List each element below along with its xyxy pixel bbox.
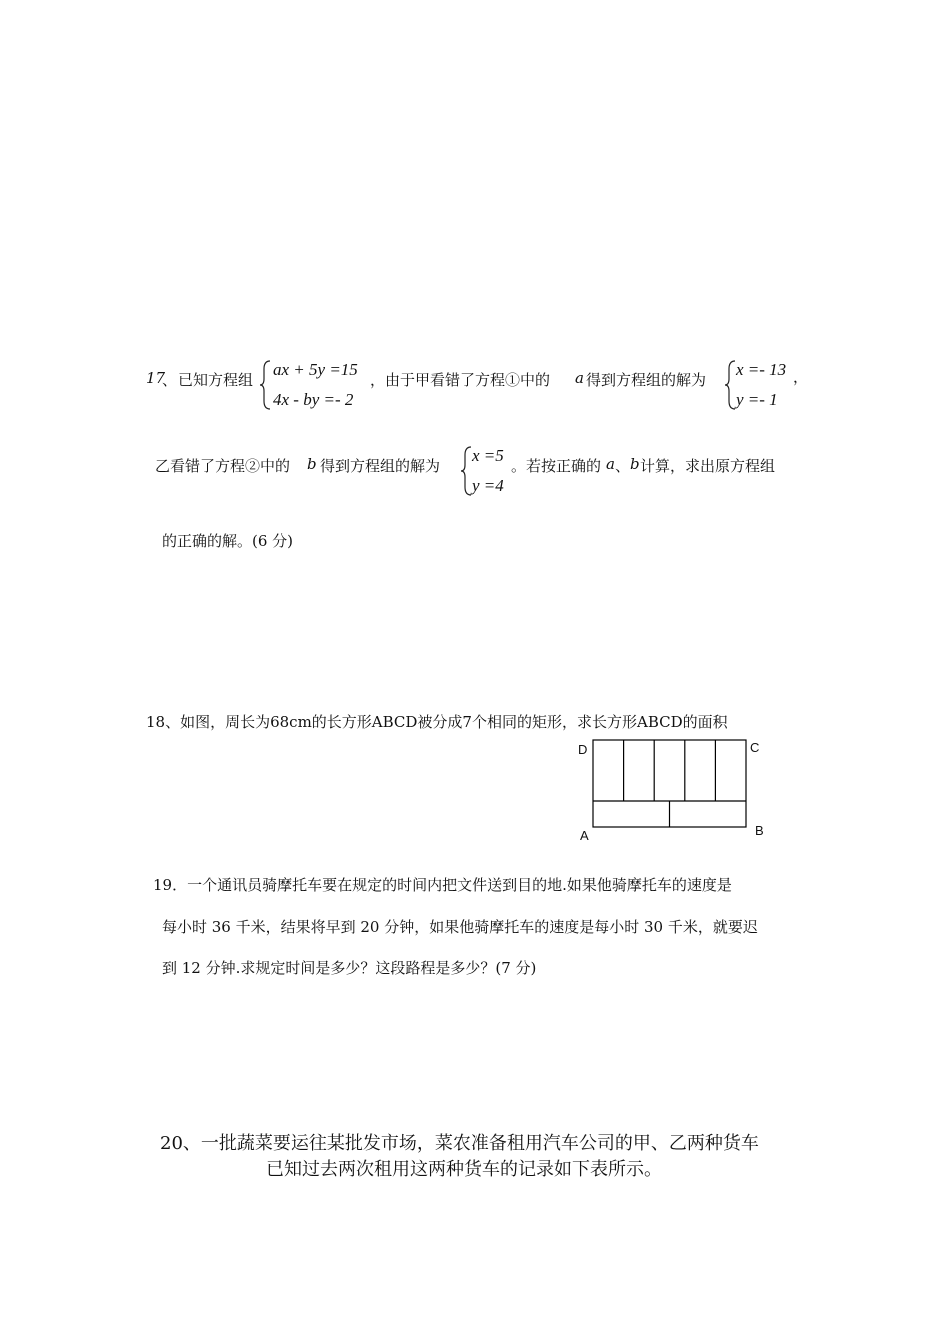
vertex-label-a: A <box>580 828 589 843</box>
vertex-label-c: C <box>750 740 760 755</box>
q17-solution2-y: y =4 <box>472 476 504 495</box>
q18-text: 18、如图，周长为68cm的长方形ABCD被分成7个相同的矩形，求长方形ABCD的面积 <box>146 713 728 731</box>
q17-text-jia: ，由于甲看错了方程①中的 <box>370 371 551 389</box>
q17-system-brace <box>258 359 272 411</box>
q17-var-b: b <box>307 455 317 473</box>
q20-line1: 20、一批蔬菜要运往某批发市场，菜农准备租用汽车公司的甲、乙两种货车 <box>160 1133 759 1154</box>
q17-var-a2: a <box>606 455 615 473</box>
q17-var-b2: b <box>630 455 640 473</box>
q17-line2-text-yi: 乙看错了方程②中的 <box>155 457 291 475</box>
q19-line1: 19．一个通讯员骑摩托车要在规定的时间内把文件送到目的地.如果他骑摩托车的速度是 <box>153 876 732 894</box>
q17-var-a: a <box>575 369 584 387</box>
q19-line3: 到 12 分钟.求规定时间是多少？这段路程是多少？(7 分) <box>162 959 537 977</box>
vertex-label-b: B <box>755 823 764 838</box>
q17-equation-2: 4x - by =- 2 <box>273 390 354 409</box>
q17-solution1-y: y =- 1 <box>736 390 778 409</box>
q17-equation-1: ax + 5y =15 <box>273 360 358 379</box>
q17-comma: ， <box>793 368 809 386</box>
q17-number: 17 <box>146 369 166 387</box>
q17-text-intro: 已知方程组 <box>178 371 254 389</box>
q17-line3: 的正确的解。(6 分) <box>162 532 294 550</box>
q20-line2: 已知过去两次租用这两种货车的记录如下表所示。 <box>266 1159 662 1180</box>
q17-dun: 、 <box>615 457 631 475</box>
q17-separator: 、 <box>162 371 178 389</box>
vertex-label-d: D <box>578 742 588 757</box>
q17-text-solution: 得到方程组的解为 <box>586 371 707 389</box>
q17-line2-text-compute: 计算，求出原方程组 <box>640 457 776 475</box>
q19-line2: 每小时 36 千米，结果将早到 20 分钟，如果他骑摩托车的速度是每小时 30 千米，就要迟 <box>162 918 758 936</box>
q17-solution1-x: x =- 13 <box>736 360 787 379</box>
q17-solution2-brace <box>459 445 473 497</box>
q17-line2-text-solution: 得到方程组的解为 <box>320 457 441 475</box>
rectangle-abcd-figure <box>590 738 750 830</box>
q17-line2-text-correct: 。若按正确的 <box>511 457 602 475</box>
q17-solution2-x: x =5 <box>472 446 504 465</box>
q17-solution1-brace <box>723 359 737 411</box>
